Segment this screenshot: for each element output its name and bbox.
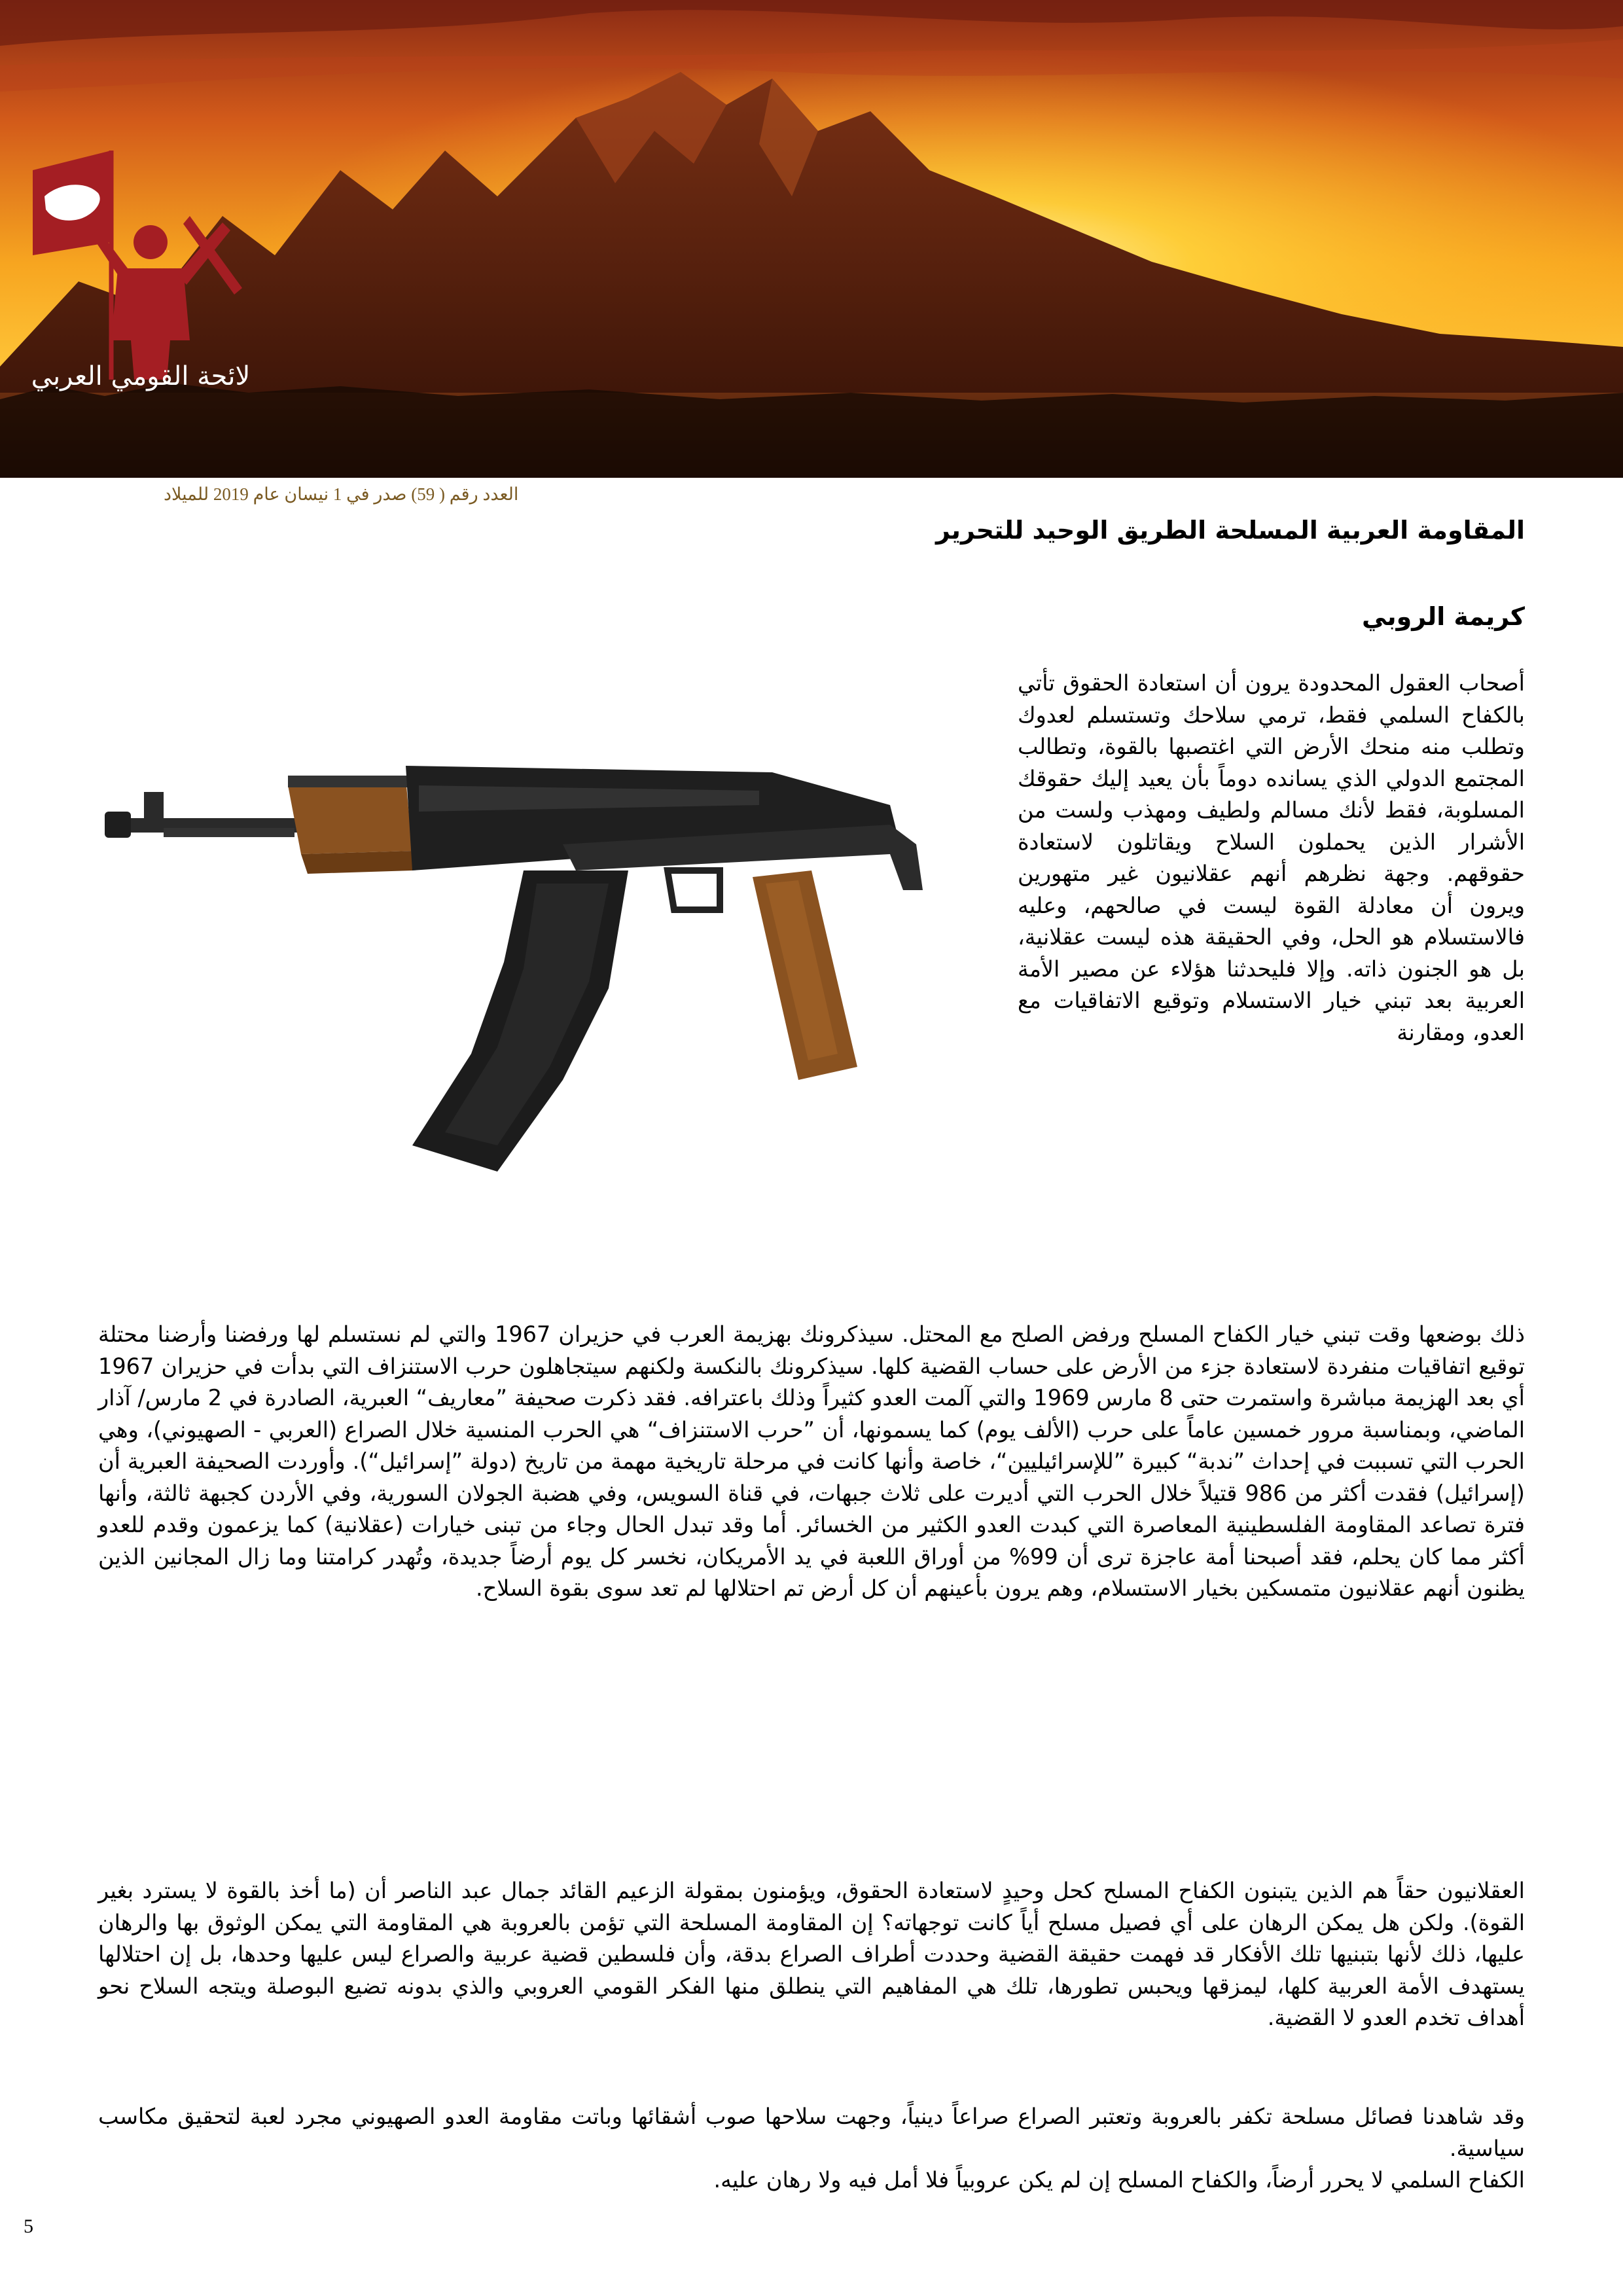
logo-text: لائحة القومي العربي <box>31 361 251 391</box>
body-paragraph-2 <box>98 1875 1525 2034</box>
article-author: كريمة الروبي <box>1361 602 1525 631</box>
intro-column <box>1018 668 1525 1049</box>
paragraph-text: الكفاح السلمي لا يحرر أرضاً، والكفاح المسلح إن لم يكن عروبياً فلا أمل فيه ولا رهان عليه. <box>713 2167 1525 2193</box>
rifle-icon <box>105 713 1034 1224</box>
logo <box>26 144 249 393</box>
intro-paragraph: أصحاب العقول المحدودة يرون أن استعادة الحقوق تأتي بالكفاح السلمي فقط، ترمي سلاحك وتستسلم لعدوك وتطلب منه منحك الأرض التي اغتصبها بالقوة، وتطالب المجتمع الدولي الذي يسانده دوماً بأن يعيد إليك حقوقك المسلوبة، فقط لأنك مسالم ولطيف ومهذب ولست من الأشرار الذين يحملون السلاح ويقاتلون لاستعادة حقوقهم. وجهة نظرهم أنهم عقلانيون غير متهورين ويرون أن معادلة القوة ليست في صالحهم، وعليه فالاستسلام هو الحل، وفي الحقيقة هذه ليست عقلانية، بل هو الجنون ذاته. وإلا فليحدثنا هؤلاء عن مصير الأمة العربية بعد تبني خيار الاستسلام وتوقيع الاتفاقيات مع العدو، ومقارنة <box>1018 670 1525 1045</box>
flag-bearer-icon <box>26 144 249 393</box>
article-title: المقاومة العربية المسلحة الطريق الوحيد للتحرير <box>936 516 1525 545</box>
paragraph-text: ذلك بوضعها وقت تبني خيار الكفاح المسلح ورفض الصلح مع المحتل. سيذكرونك بهزيمة العرب في حزيران 1967 والتي لم نستسلم لها ورفضنا وأرضنا محتلة توقيع اتفاقيات منفردة لاستعادة جزء من الأرض على حساب القضية كلها. سيذكرونك بالنكسة ولكنهم سيتجاهلون حرب الاستنزاف التي بدأت في حزيران 1967 أي بعد الهزيمة مباشرة واستمرت حتى 8 مارس 1969 والتي آلمت العدو كثيراً وذلك باعترافه. فقد ذكرت صحيفة ”معاريف“ العبرية، الصادرة في 2 مارس/ آذار الماضي، وبمناسبة مرور خمسين عاماً على حرب (الألف يوم) كما يسمونها، أن ”حرب الاستنزاف“ هي الحرب المنسية خلال الصراع (العربي - الصهيوني)، وهي الحرب التي تسببت في إحداث ”ندبة“ كبيرة ”للإسرائيليين“، خاصة وأنها كانت في مرحلة تاريخية مهمة من تاريخ (دولة ”إسرائيل“). وأوردت الصحيفة العبرية أن (إسرائيل) فقدت أكثر من 986 قتيلاً خلال الحرب التي أديرت على ثلاث جبهات، في قناة السويس، وفي هضبة الجولان السورية، وفي الأردن كجبهة ثالثة، وأنها فترة تصاعد المقاومة الفلسطينية المعاصرة التي كبدت العدو الكثير من الخسائر. أما وقد تبدل الحال وجاء من تبنى خيارات (عقلانية) كما يزعمون وقدم للعدو أكثر مما كان يحلم، فقد أصبحنا أمة عاجزة ترى أن 99% من أوراق اللعبة في يد الأمريكان، نخسر كل يوم أرضاً جديدة، وتُهدر كرامتنا وما زال المجانين الذين يظنون أنهم عقلانيون متمسكين بخيار الاستسلام، وهم يرون بأعينهم أن كل أرض تم احتلالها لم تعد سوى بقوة السلاح. <box>98 1321 1525 1601</box>
page-number: 5 <box>24 2215 33 2237</box>
body-paragraph-1 <box>98 1319 1525 1605</box>
issue-line: العدد رقم ( 59) صدر في 1 نيسان عام 2019 للميلاد <box>164 484 519 504</box>
paragraph-text: العقلانيون حقاً هم الذين يتبنون الكفاح المسلح كحل وحيدٍ لاستعادة الحقوق، ويؤمنون بمقولة الزعيم القائد جمال عبد الناصر أن (ما أخذ بالقوة لا يسترد بغير القوة). ولكن هل يمكن الرهان على أي فصيل مسلح أياً كانت توجهاته؟ إن المقاومة المسلحة التي تؤمن بالعروبة هي المقاومة التي يمكن الوثوق بها والرهان عليها، ذلك لأنها بتبنيها تلك الأفكار قد فهمت حقيقة القضية وحددت أطراف الصراع بدقة، وأن فلسطين قضية عربية والصراع ليس عليها وحدها، بل إن احتلالها يستهدف الأمة العربية كلها، ليمزقها ويحبس تطورها، تلك هي المفاهيم التي ينطلق منها الفكر القومي العروبي والذي بدونه تضيع البوصلة ويتجه السلاح نحو أهداف تخدم العدو لا القضية. <box>98 1878 1525 2030</box>
header-banner <box>0 0 1623 478</box>
body-paragraph-3 <box>98 2101 1525 2197</box>
paragraph-text: وقد شاهدنا فصائل مسلحة تكفر بالعروبة وتعتبر الصراع صراعاً دينياً، وجهت سلاحها صوب أشقائها وباتت مقاومة العدو الصهيوني مجرد لعبة لتحقيق مكاسب سياسية. <box>98 2104 1525 2161</box>
rifle-photo <box>105 713 1034 1224</box>
